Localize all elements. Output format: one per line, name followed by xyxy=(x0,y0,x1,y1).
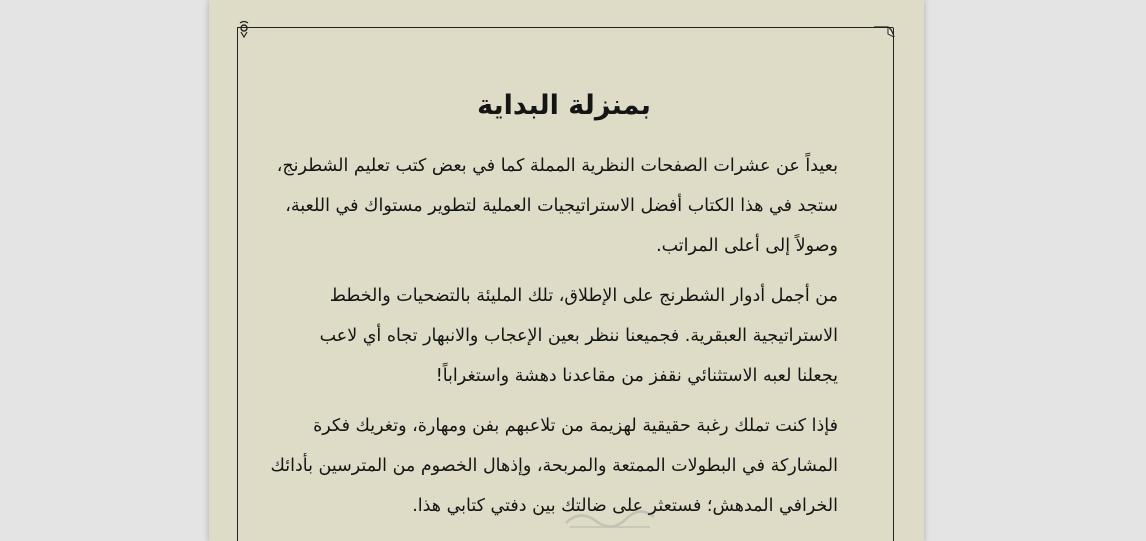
page-title: بمنزلة البداية xyxy=(477,90,651,121)
text-line: ستجد في هذا الكتاب أفضل الاستراتيجيات العملية لتطوير مستواك في اللعبة، xyxy=(285,196,838,216)
text-line: الاستراتيجية العبقرية. فجميعنا ننظر بعين الإعجاب والانبهار تجاه أي لاعب xyxy=(319,326,838,346)
text-line: يجعلنا لعبه الاستثنائي نقفز من مقاعدنا دهشة واستغراباً! xyxy=(435,366,838,386)
text-line: الخرافي المدهش؛ فستعثر على ضالتك بين دفتي كتابي هذا. xyxy=(412,496,838,516)
text-line: من أجمل أدوار الشطرنج على الإطلاق، تلك المليئة بالتضحيات والخطط xyxy=(329,286,838,306)
text-line: وصولاً إلى أعلى المراتب. xyxy=(656,236,838,256)
document-content xyxy=(270,84,838,536)
corner-fold-icon xyxy=(874,25,896,43)
text-line: بعيداً عن عشرات الصفحات النظرية المملة كما في بعض كتب تعليم الشطرنج، xyxy=(276,156,838,176)
text-line: المشاركة في البطولات الممتعة والمربحة، وإذهال الخصوم من المترسين بأدائك xyxy=(270,456,838,476)
text-line: فإذا كنت تملك رغبة حقيقية لهزيمة من تلاعبهم بفن ومهارة، وتغريك فكرة xyxy=(313,416,838,436)
paragraph-2 xyxy=(290,276,838,396)
corner-ornament-icon xyxy=(237,20,251,40)
watermark-logo xyxy=(560,503,660,531)
paragraph-1 xyxy=(276,146,838,266)
